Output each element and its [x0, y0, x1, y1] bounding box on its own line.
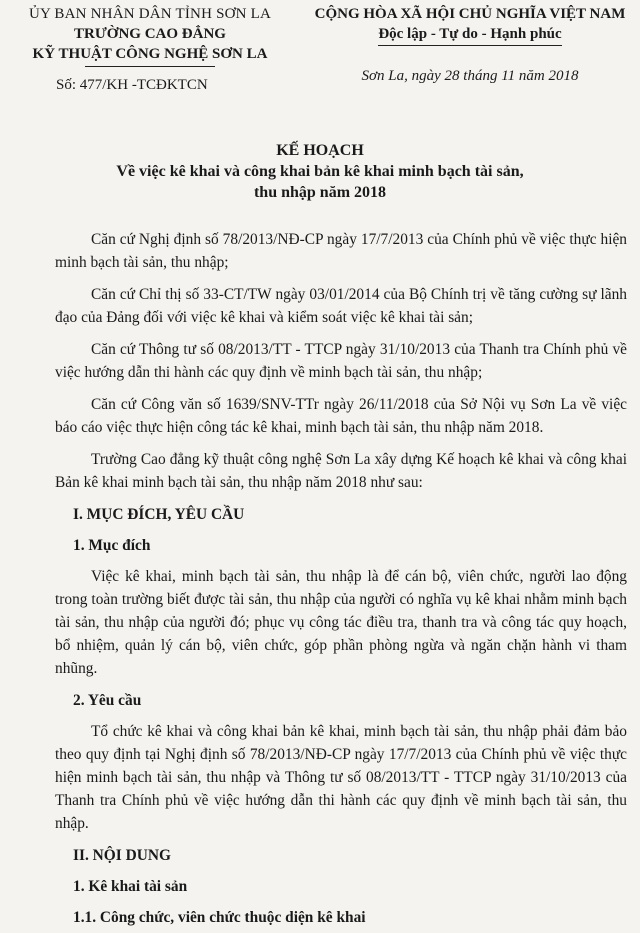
school-name-line1: TRƯỜNG CAO ĐẲNG [74, 26, 226, 42]
paragraph-basis-circular: Căn cứ Thông tư số 08/2013/TT - TTCP ngày 31/10/2013 của Thanh tra Chính phủ về việc hướng dẫn thi hành các quy định về minh bạch tài sản, thu nhập; [55, 341, 627, 381]
paragraph-basis-dispatch: Căn cứ Công văn số 1639/SNV-TTr ngày 26/11/2018 của Sở Nội vụ Sơn La về việc báo cáo việc thực hiện công tác kê khai, minh bạch tài sản, thu nhập năm 2018. [55, 396, 627, 436]
title-line1: KẾ HOẠCH [276, 142, 364, 159]
document-number: Số: 477/KH -TCĐKTCN [56, 77, 208, 93]
title-line2: Về việc kê khai và công khai bản kê khai minh bạch tài sản, [116, 163, 524, 180]
header-left-rule [85, 66, 215, 67]
paragraph-requirements: Tổ chức kê khai và công khai bản kê khai, minh bạch tài sản, thu nhập phải đảm bảo theo quy định tại Nghị định số 78/2013/NĐ-CP ngày 17/7/2013 của Chính phủ về việc thực hiện minh bạch tài sản, thu nhập và Thông tư số 08/2013/TT - TTCP ngày 31/10/2013 của Thanh tra Chính phủ về việc hướng dẫn thi hành các quy định về minh bạch tài sản, thu nhập. [55, 723, 627, 832]
section-heading-purpose: I. MỤC ĐÍCH, YÊU CẦU [73, 506, 245, 523]
document-body [55, 228, 627, 929]
subheading-requirements: 2. Yêu cầu [73, 692, 142, 709]
document-title [0, 140, 640, 203]
paragraph-intro: Trường Cao đẳng kỹ thuật công nghệ Sơn La xây dựng Kế hoạch kê khai và công khai Bản kê khai minh bạch tài sản, thu nhập năm 2018 như sau: [55, 451, 627, 491]
paragraph-purpose: Việc kê khai, minh bạch tài sản, thu nhập là để cán bộ, viên chức, người lao động trong toàn trường biết được tài sản, thu nhập của người có nghĩa vụ kê khai nhằm minh bạch tài sản, thu nhập của người đó; phục vụ công tác điều tra, thanh tra và công tác quy hoạch, bổ nhiệm, quản lý cán bộ, viên chức, góp phần phòng ngừa và ngăn chặn hành vi tham nhũng. [55, 568, 627, 677]
section-heading-content: II. NỘI DUNG [73, 847, 171, 864]
agency-name: ỦY BAN NHÂN DÂN TỈNH SƠN LA [28, 6, 272, 22]
subheading-purpose: 1. Mục đích [73, 537, 151, 554]
school-name-line2: KỸ THUẬT CÔNG NGHỆ SƠN LA [32, 46, 268, 62]
subheading-asset-declaration: 1. Kê khai tài sản [73, 878, 188, 895]
header-right [300, 4, 640, 86]
paragraph-basis-decree: Căn cứ Nghị định số 78/2013/NĐ-CP ngày 17/7/2013 của Chính phủ về việc thực hiện minh bạch tài sản, thu nhập; [55, 231, 627, 271]
document-date: Sơn La, ngày 28 tháng 11 năm 2018 [361, 68, 579, 84]
paragraph-basis-directive: Căn cứ Chỉ thị số 33-CT/TW ngày 03/01/2014 của Bộ Chính trị về tăng cường sự lãnh đạo của Đảng đối với việc kê khai và kiểm soát việc kê khai tài sản; [55, 286, 627, 326]
title-line3: thu nhập năm 2018 [253, 184, 387, 201]
header-left [0, 4, 300, 95]
subheading-declarants: 1.1. Công chức, viên chức thuộc diện kê khai [73, 909, 366, 926]
country-name: CỘNG HÒA XÃ HỘI CHỦ NGHĨA VIỆT NAM [314, 6, 626, 22]
national-motto: Độc lập - Tự do - Hạnh phúc [378, 24, 561, 46]
